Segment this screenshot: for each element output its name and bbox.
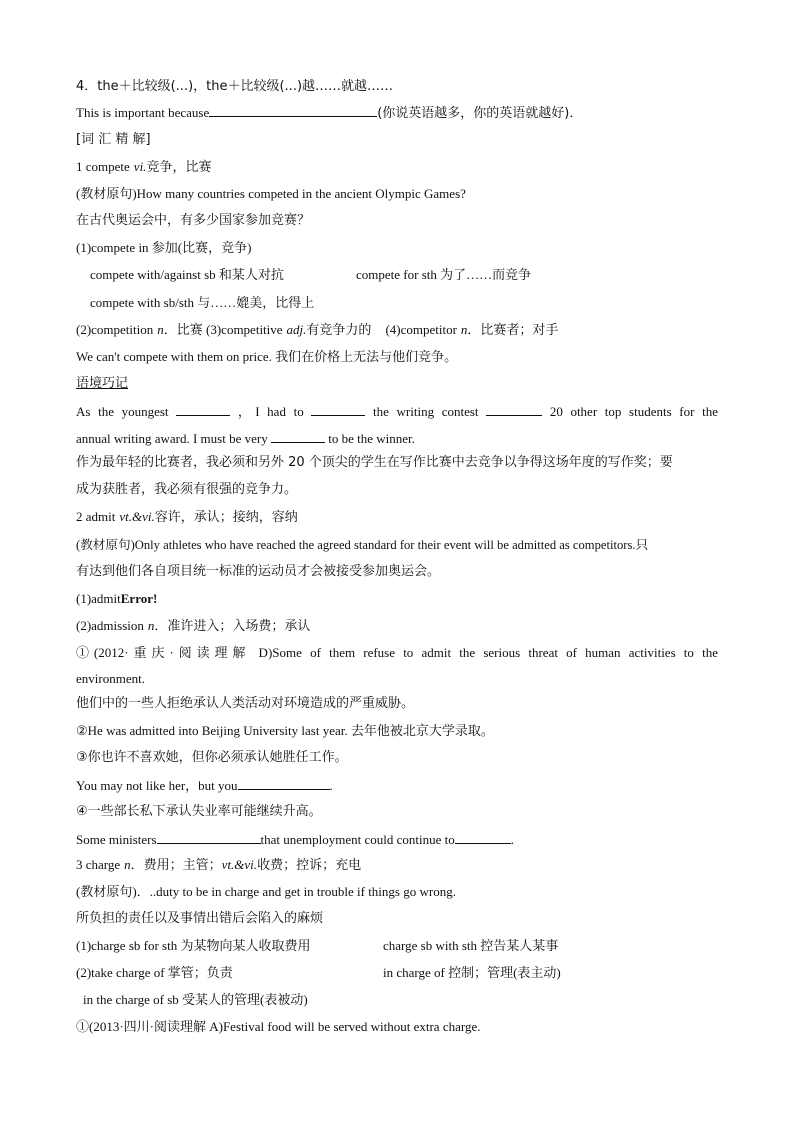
answer-blank[interactable] [271,430,325,443]
admit-example-4-cn: ④一些部长私下承认失业率可能继续升高。 [76,804,322,819]
charge-usage-2b: in charge of 控制；管理(表主动) [383,965,561,980]
entry-admit: 2 admit vt.&vi.容许，承认；接纳，容纳 [76,509,298,525]
admit-example-4-en: Some ministers that unemployment could continue to . [76,832,515,847]
charge-source-cn: 所负担的责任以及事情出错后会陷入的麻烦 [76,911,324,926]
memory-line-1: As the youngest ，I had to the writing contest 20 other top students for the [76,404,718,419]
memory-title: 语境巧记 [76,376,129,391]
charge-example-1: ①(2013·四川·阅读理解 A)Festival food will be served without extra charge. [76,1019,481,1034]
memory-cn-1: 作为最年轻的比赛者，我必须和另外 20 个顶尖的学生在写作比赛中去竞争以争得这场年度的写作奖；要 [76,455,673,470]
compete-example: We can't compete with them on price. 我们在价格上无法与他们竞争。 [76,349,458,364]
answer-blank[interactable] [209,104,377,117]
answer-blank[interactable] [157,831,261,844]
compete-usage-1a: compete with/against sb 和某人对抗 [90,267,284,282]
answer-blank[interactable] [486,403,542,416]
compete-source-cn: 在古代奥运会中，有多少国家参加竞赛？ [76,213,311,228]
compete-derivatives: (2)competition n．比赛 (3)competitive adj.有竞争力的 (4)competitor n．比赛者；对手 [76,322,559,337]
entry-charge: 3 charge n．费用；主管；vt.&vi.收费；控诉；充电 [76,857,362,873]
memory-line-2: annual writing award. I must be very to be the winner. [76,431,415,446]
admit-example-1-line1: ①(2012·重庆·阅读理解 D)Some of them refuse to admit the serious threat of human activities to the [76,645,718,660]
memory-cn-2: 成为获胜者，我必须有很强的竞争力。 [76,482,298,497]
admit-example-3-cn: ③你也许不喜欢她，但你必须承认她胜任工作。 [76,750,348,765]
admit-usage-2: (2)admission n．准许进入；入场费；承认 [76,618,311,634]
admit-source-line1: (教材原句)Only athletes who have reached the agreed standard for their event will be admitted as competitors.只 [76,538,649,552]
charge-usage-1b: charge sb with sth 控告某人某事 [383,938,559,953]
compete-usage-1: (1)compete in 参加(比赛，竞争) [76,240,252,255]
error-field: Error! [120,591,158,606]
answer-blank[interactable] [455,831,511,844]
compete-usage-1c: compete with sb/sth 与……媲美，比得上 [90,295,315,310]
compete-source-en: (教材原句)How many countries competed in the ancient Olympic Games? [76,186,466,201]
admit-usage-1: (1)admitError! [76,591,158,606]
section4-sentence: This is important because (你说英语越多，你的英语就越好)． [76,105,583,121]
admit-example-3-en: You may not like her，but you . [76,778,333,793]
admit-source-line2: 有达到他们各自项目统一标准的运动员才会被接受参加奥运会。 [76,564,441,579]
answer-blank[interactable] [176,403,230,416]
answer-blank[interactable] [238,777,330,790]
admit-example-1-cn: 他们中的一些人拒绝承认人类活动对环境造成的严重威胁。 [76,696,415,711]
charge-source-en: (教材原句)．..duty to be in charge and get in trouble if things go wrong. [76,884,456,899]
entry-compete: 1 compete vi.竞争，比赛 [76,159,212,175]
admit-example-1-line2: environment. [76,671,145,686]
answer-blank[interactable] [311,403,365,416]
charge-usage-1a: (1)charge sb for sth 为某物向某人收取费用 [76,938,311,953]
charge-usage-2a: (2)take charge of 掌管；负责 [76,965,233,980]
compete-usage-1b: compete for sth 为了……而竞争 [356,267,532,282]
charge-usage-3: in the charge of sb 受某人的管理(表被动) [83,992,308,1007]
vocab-header: [词 汇 精 解] [76,132,151,147]
section4-heading: 4．the＋比较级(...)，the＋比较级(...)越……就越…… [76,79,394,94]
admit-example-2: ②He was admitted into Beijing University last year. 去年他被北京大学录取。 [76,723,494,738]
